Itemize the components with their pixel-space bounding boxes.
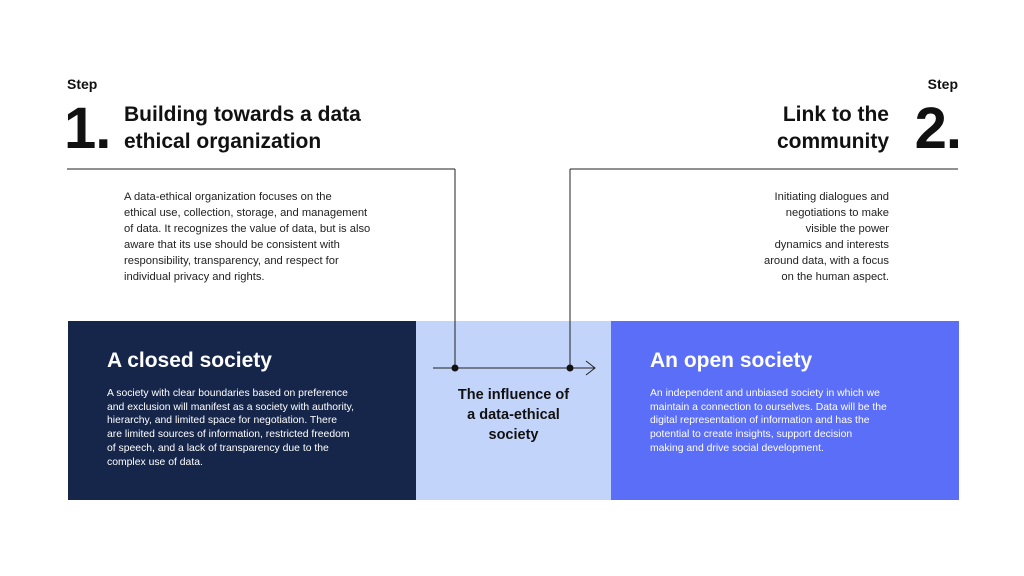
step2-title: Link to the community	[776, 103, 889, 153]
step1-junction-dot	[452, 365, 459, 372]
influence-label: The influence of a data-ethical society	[457, 387, 570, 443]
step2-description: Initiating dialogues and negotiations to make visible the power dynamics and interests around data, with a focus on the human aspect.	[763, 191, 889, 283]
closed-society-title: A closed society	[107, 349, 272, 372]
step1-number: 1.	[64, 96, 111, 161]
open-society-title: An open society	[650, 349, 813, 372]
step1-label: Step	[67, 76, 98, 92]
step2-label: Step	[927, 76, 958, 92]
step1-title: Building towards a data ethical organization	[124, 103, 361, 153]
closed-society-description: A society with clear boundaries based on preference and exclusion will manifest as a society with authority, hierarchy, and limited space for negotiation. There are limited sources of information, restricted freedom of speech, and a lack of transparency due to the complex use of data.	[107, 388, 354, 468]
step2-junction-dot	[567, 365, 574, 372]
open-society-description: An independent and unbiased society in which we maintain a connection to ourselves. Data will be the digital representation of information and has the potential to create insights, support decision making and drive social development.	[650, 388, 887, 454]
step2-number: 2.	[914, 96, 961, 161]
step1-description: A data-ethical organization focuses on the ethical use, collection, storage, and management of data. It recognizes the value of data, but is also aware that its use should be consistent with responsibility, transparency, and respect for individual privacy and rights.	[124, 191, 371, 283]
